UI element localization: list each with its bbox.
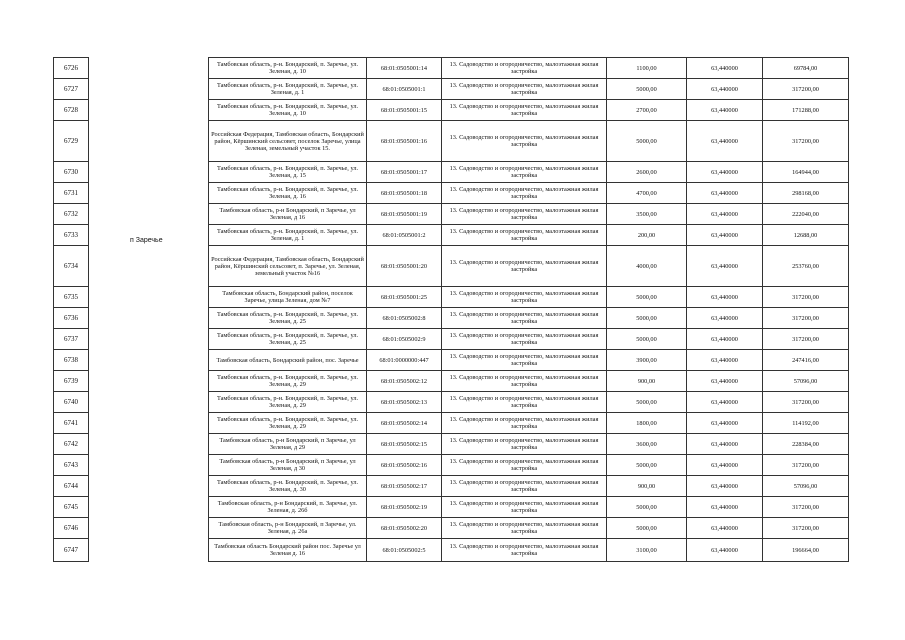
- rate-cell: 63,440000: [687, 162, 763, 183]
- cadastral-value-cell: 57096,00: [763, 476, 849, 497]
- area-cell: 3900,00: [607, 350, 687, 371]
- row-number-row: [54, 434, 89, 455]
- cadastral-number-cell: 68:01:0505002:15: [367, 434, 442, 455]
- row-number-row: [54, 413, 89, 434]
- land-use-cell: 13. Садоводство и огородничество, малоэтажная жилая застройка: [442, 350, 607, 371]
- area-cell: 5000,00: [607, 308, 687, 329]
- row-number-row: [54, 329, 89, 350]
- land-use-cell: 13. Садоводство и огородничество, малоэтажная жилая застройка: [442, 539, 607, 562]
- rate-cell: 63,440000: [687, 58, 763, 79]
- rate-cell: 63,440000: [687, 497, 763, 518]
- table-row: [209, 183, 849, 204]
- land-use-cell: 13. Садоводство и огородничество, малоэтажная жилая застройка: [442, 58, 607, 79]
- row-number-row: [54, 350, 89, 371]
- row-number-cell: 6731: [54, 183, 89, 204]
- cadastral-number-cell: 68:01:0505002:12: [367, 371, 442, 392]
- land-use-cell: 13. Садоводство и огородничество, малоэтажная жилая застройка: [442, 497, 607, 518]
- cadastral-number-cell: 68:01:0505002:13: [367, 392, 442, 413]
- land-use-cell: 13. Садоводство и огородничество, малоэтажная жилая застройка: [442, 246, 607, 287]
- cadastral-value-cell: 317200,00: [763, 497, 849, 518]
- land-use-cell: 13. Садоводство и огородничество, малоэтажная жилая застройка: [442, 79, 607, 100]
- table-row: [209, 246, 849, 287]
- rate-cell: 63,440000: [687, 225, 763, 246]
- area-cell: 4000,00: [607, 246, 687, 287]
- address-cell: Тамбовская область Бондарский район пос. Заречье ул Зеленая д. 16: [209, 539, 367, 562]
- row-number-cell: 6730: [54, 162, 89, 183]
- row-number-cell: 6743: [54, 455, 89, 476]
- row-number-cell: 6745: [54, 497, 89, 518]
- cadastral-value-cell: 317200,00: [763, 329, 849, 350]
- cadastral-number-cell: 68:01:0000000:447: [367, 350, 442, 371]
- rate-cell: 63,440000: [687, 183, 763, 204]
- table-row: [209, 350, 849, 371]
- area-cell: 3600,00: [607, 434, 687, 455]
- rate-cell: 63,440000: [687, 350, 763, 371]
- row-number-cell: 6732: [54, 204, 89, 225]
- row-number-cell: 6739: [54, 371, 89, 392]
- address-cell: Тамбовская область, р-н. Бондарский, п. Заречье, ул. Зеленая, д. 1: [209, 79, 367, 100]
- row-number-cell: 6734: [54, 246, 89, 287]
- area-cell: 900,00: [607, 476, 687, 497]
- cadastral-number-cell: 68:01:0505001:17: [367, 162, 442, 183]
- cadastral-number-cell: 68:01:0505002:19: [367, 497, 442, 518]
- land-use-cell: 13. Садоводство и огородничество, малоэтажная жилая застройка: [442, 434, 607, 455]
- row-number-row: [54, 58, 89, 79]
- address-cell: Тамбовская область, р-н. Бондарский, п. Заречье, ул. Зеленая, д. 25: [209, 329, 367, 350]
- land-use-cell: 13. Садоводство и огородничество, малоэтажная жилая застройка: [442, 183, 607, 204]
- row-number-row: [54, 371, 89, 392]
- table-row: [209, 329, 849, 350]
- row-number-cell: 6735: [54, 287, 89, 308]
- table-row: [209, 371, 849, 392]
- row-number-table: [53, 57, 89, 562]
- table-row: [209, 539, 849, 562]
- address-cell: Тамбовская область, р-н. Бондарский, п. Заречье, ул. Зеленая, д. 1: [209, 225, 367, 246]
- address-cell: Тамбовская область, р-н Бондарский, п Заречье, ул. Зеленая, д. 26а: [209, 518, 367, 539]
- address-cell: Тамбовская область, р-н. Бондарский, п. Заречье, ул. Зеленая, д. 10: [209, 58, 367, 79]
- address-cell: Тамбовская область, р-н. Бондарский, п. Заречье, ул. Зеленая, д. 16: [209, 183, 367, 204]
- area-cell: 900,00: [607, 371, 687, 392]
- address-cell: Российская Федерация, Тамбовская область, Бондарский район, Кёршинский сельсовет, поселок Заречье, улица Зеленая, земельный участок 15.: [209, 121, 367, 162]
- land-plot-table: [208, 57, 849, 562]
- cadastral-number-cell: 68:01:0505002:8: [367, 308, 442, 329]
- land-use-cell: 13. Садоводство и огородничество, малоэтажная жилая застройка: [442, 100, 607, 121]
- table-row: [209, 434, 849, 455]
- row-number-cell: 6742: [54, 434, 89, 455]
- cadastral-value-cell: 222040,00: [763, 204, 849, 225]
- land-use-cell: 13. Садоводство и огородничество, малоэтажная жилая застройка: [442, 308, 607, 329]
- rate-cell: 63,440000: [687, 518, 763, 539]
- row-number-column: [53, 57, 89, 562]
- land-use-cell: 13. Садоводство и огородничество, малоэтажная жилая застройка: [442, 413, 607, 434]
- rate-cell: 63,440000: [687, 246, 763, 287]
- row-number-cell: 6733: [54, 225, 89, 246]
- area-cell: 3100,00: [607, 539, 687, 562]
- address-cell: Тамбовская область, Бондарский район, поселок Заречье, улица Зеленая, дом №7: [209, 287, 367, 308]
- row-number-row: [54, 79, 89, 100]
- address-cell: Тамбовская область, р-н. Бондарский, п. Заречье, ул. Зеленая, д. 29: [209, 413, 367, 434]
- rate-cell: 63,440000: [687, 476, 763, 497]
- land-use-cell: 13. Садоводство и огородничество, малоэтажная жилая застройка: [442, 476, 607, 497]
- cadastral-number-cell: 68:01:0505001:20: [367, 246, 442, 287]
- address-cell: Тамбовская область, р-н. Бондарский, п. Заречье, ул. Зеленая, д. 29: [209, 371, 367, 392]
- rate-cell: 63,440000: [687, 308, 763, 329]
- row-number-cell: 6737: [54, 329, 89, 350]
- table-row: [209, 58, 849, 79]
- table-row: [209, 413, 849, 434]
- cadastral-value-cell: 253760,00: [763, 246, 849, 287]
- area-cell: 5000,00: [607, 329, 687, 350]
- cadastral-number-cell: 68:01:0505001:19: [367, 204, 442, 225]
- land-use-cell: 13. Садоводство и огородничество, малоэтажная жилая застройка: [442, 287, 607, 308]
- area-cell: 1800,00: [607, 413, 687, 434]
- cadastral-value-cell: 114192,00: [763, 413, 849, 434]
- address-cell: Тамбовская область, р-н. Бондарский, п. Заречье, ул. Зеленая, д. 15: [209, 162, 367, 183]
- table-row: [209, 455, 849, 476]
- area-cell: 5000,00: [607, 392, 687, 413]
- cadastral-value-cell: 317200,00: [763, 455, 849, 476]
- area-cell: 5000,00: [607, 518, 687, 539]
- row-number-cell: 6747: [54, 539, 89, 562]
- cadastral-number-cell: 68:01:0505001:25: [367, 287, 442, 308]
- area-cell: 1100,00: [607, 58, 687, 79]
- row-number-row: [54, 518, 89, 539]
- land-use-cell: 13. Садоводство и огородничество, малоэтажная жилая застройка: [442, 204, 607, 225]
- table-row: [209, 121, 849, 162]
- row-number-cell: 6746: [54, 518, 89, 539]
- cadastral-value-cell: 317200,00: [763, 287, 849, 308]
- area-cell: 2600,00: [607, 162, 687, 183]
- table-row: [209, 225, 849, 246]
- area-cell: 4700,00: [607, 183, 687, 204]
- address-cell: Тамбовская область, р-н. Бондарский, п. Заречье, ул. Зеленая, д. 30: [209, 476, 367, 497]
- rate-cell: 63,440000: [687, 287, 763, 308]
- rate-cell: 63,440000: [687, 204, 763, 225]
- row-number-row: [54, 497, 89, 518]
- cadastral-value-cell: 247416,00: [763, 350, 849, 371]
- row-number-row: [54, 162, 89, 183]
- rate-cell: 63,440000: [687, 100, 763, 121]
- land-use-cell: 13. Садоводство и огородничество, малоэтажная жилая застройка: [442, 121, 607, 162]
- land-plot-table-container: [208, 57, 849, 562]
- settlement-label: п Заречье: [130, 237, 163, 244]
- cadastral-value-cell: 164944,00: [763, 162, 849, 183]
- area-cell: 200,00: [607, 225, 687, 246]
- area-cell: 5000,00: [607, 455, 687, 476]
- table-row: [209, 476, 849, 497]
- row-number-cell: 6744: [54, 476, 89, 497]
- land-use-cell: 13. Садоводство и огородничество, малоэтажная жилая застройка: [442, 518, 607, 539]
- rate-cell: 63,440000: [687, 392, 763, 413]
- rate-cell: 63,440000: [687, 329, 763, 350]
- cadastral-value-cell: 317200,00: [763, 308, 849, 329]
- cadastral-value-cell: 228384,00: [763, 434, 849, 455]
- row-number-row: [54, 455, 89, 476]
- land-use-cell: 13. Садоводство и огородничество, малоэтажная жилая застройка: [442, 392, 607, 413]
- table-row: [209, 392, 849, 413]
- cadastral-value-cell: 57096,00: [763, 371, 849, 392]
- table-row: [209, 287, 849, 308]
- table-row: [209, 100, 849, 121]
- row-number-row: [54, 539, 89, 562]
- area-cell: 5000,00: [607, 287, 687, 308]
- row-number-cell: 6726: [54, 58, 89, 79]
- cadastral-number-cell: 68:01:0505002:14: [367, 413, 442, 434]
- row-number-row: [54, 100, 89, 121]
- cadastral-number-cell: 68:01:0505001:16: [367, 121, 442, 162]
- address-cell: Тамбовская область, р-н. Бондарский, п. Заречье, ул. Зеленая, д. 10: [209, 100, 367, 121]
- land-use-cell: 13. Садоводство и огородничество, малоэтажная жилая застройка: [442, 225, 607, 246]
- land-use-cell: 13. Садоводство и огородничество, малоэтажная жилая застройка: [442, 162, 607, 183]
- row-number-cell: 6729: [54, 121, 89, 162]
- area-cell: 5000,00: [607, 79, 687, 100]
- cadastral-number-cell: 68:01:0505002:5: [367, 539, 442, 562]
- address-cell: Тамбовская область, р-н. Бондарский, п. Заречье, ул. Зеленая, д. 29: [209, 392, 367, 413]
- area-cell: 3500,00: [607, 204, 687, 225]
- cadastral-value-cell: 298168,00: [763, 183, 849, 204]
- row-number-row: [54, 287, 89, 308]
- table-row: [209, 497, 849, 518]
- address-cell: Тамбовская область, Бондарский район, пос. Заречье: [209, 350, 367, 371]
- row-number-row: [54, 183, 89, 204]
- address-cell: Тамбовская область, р-н Бондарский, п Заречье, ул Зеленая, д 30: [209, 455, 367, 476]
- row-number-cell: 6728: [54, 100, 89, 121]
- cadastral-number-cell: 68:01:0505002:17: [367, 476, 442, 497]
- cadastral-value-cell: 171288,00: [763, 100, 849, 121]
- land-use-cell: 13. Садоводство и огородничество, малоэтажная жилая застройка: [442, 371, 607, 392]
- table-row: [209, 308, 849, 329]
- row-number-cell: 6741: [54, 413, 89, 434]
- table-row: [209, 204, 849, 225]
- area-cell: 5000,00: [607, 121, 687, 162]
- address-cell: Тамбовская область, р-н Бондарский, п Заречье, ул Зеленая, д 16: [209, 204, 367, 225]
- table-row: [209, 79, 849, 100]
- address-cell: Тамбовская область, р-н Бондарский, п. Заречье, ул. Зеленая, д. 26б: [209, 497, 367, 518]
- table-row: [209, 518, 849, 539]
- address-cell: Российская Федерация, Тамбовская область, Бондарский район, Кёршинский сельсовет, п. Заречье, ул. Зеленая, земельный участок №16: [209, 246, 367, 287]
- cadastral-number-cell: 68:01:0505001:1: [367, 79, 442, 100]
- row-number-cell: 6736: [54, 308, 89, 329]
- row-number-row: [54, 308, 89, 329]
- cadastral-number-cell: 68:01:0505001:14: [367, 58, 442, 79]
- cadastral-value-cell: 196664,00: [763, 539, 849, 562]
- cadastral-number-cell: 68:01:0505001:2: [367, 225, 442, 246]
- area-cell: 5000,00: [607, 497, 687, 518]
- rate-cell: 63,440000: [687, 121, 763, 162]
- cadastral-value-cell: 69784,00: [763, 58, 849, 79]
- address-cell: Тамбовская область, р-н. Бондарский, п. Заречье, ул. Зеленая, д. 25: [209, 308, 367, 329]
- cadastral-number-cell: 68:01:0505001:15: [367, 100, 442, 121]
- cadastral-number-cell: 68:01:0505002:9: [367, 329, 442, 350]
- area-cell: 2700,00: [607, 100, 687, 121]
- row-number-row: [54, 121, 89, 162]
- rate-cell: 63,440000: [687, 413, 763, 434]
- row-number-cell: 6738: [54, 350, 89, 371]
- cadastral-number-cell: 68:01:0505002:20: [367, 518, 442, 539]
- row-number-row: [54, 246, 89, 287]
- row-number-cell: 6740: [54, 392, 89, 413]
- row-number-row: [54, 392, 89, 413]
- land-use-cell: 13. Садоводство и огородничество, малоэтажная жилая застройка: [442, 329, 607, 350]
- rate-cell: 63,440000: [687, 371, 763, 392]
- row-number-row: [54, 204, 89, 225]
- address-cell: Тамбовская область, р-н Бондарский, п Заречье, ул Зеленая, д 29: [209, 434, 367, 455]
- cadastral-value-cell: 317200,00: [763, 392, 849, 413]
- row-number-row: [54, 225, 89, 246]
- cadastral-value-cell: 317200,00: [763, 121, 849, 162]
- rate-cell: 63,440000: [687, 539, 763, 562]
- rate-cell: 63,440000: [687, 434, 763, 455]
- cadastral-value-cell: 12688,00: [763, 225, 849, 246]
- row-number-row: [54, 476, 89, 497]
- cadastral-number-cell: 68:01:0505002:16: [367, 455, 442, 476]
- cadastral-value-cell: 317200,00: [763, 518, 849, 539]
- cadastral-value-cell: 317200,00: [763, 79, 849, 100]
- land-use-cell: 13. Садоводство и огородничество, малоэтажная жилая застройка: [442, 455, 607, 476]
- row-number-cell: 6727: [54, 79, 89, 100]
- rate-cell: 63,440000: [687, 79, 763, 100]
- rate-cell: 63,440000: [687, 455, 763, 476]
- table-row: [209, 162, 849, 183]
- cadastral-number-cell: 68:01:0505001:18: [367, 183, 442, 204]
